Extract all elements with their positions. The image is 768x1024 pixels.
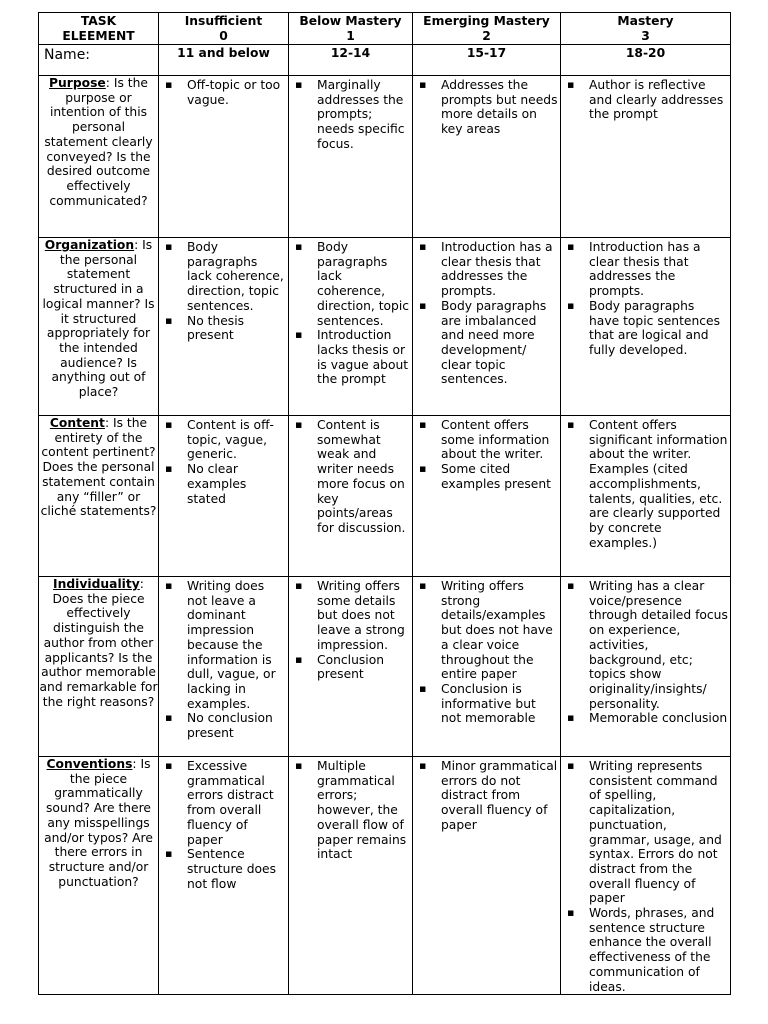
task-element-name: Organization [44, 238, 135, 252]
criteria-item: ▪ Content offers significant information about the writer. Examples (cited accomplishments, talents, qualities, etc. are clearly supported by concrete examples.) [589, 418, 728, 550]
criteria-list [289, 416, 412, 536]
criteria-item: ▪ Conclusion is informative but not memorable [441, 682, 558, 726]
task-element-question: : Is the piece grammatically sound? Are there any misspellings and/or typos? Are there errors in structure and/or punctuation? [44, 757, 153, 889]
level-label: Insufficient [184, 14, 263, 28]
criteria-item: ▪ Writing represents consistent command of spelling, capitalization, punctuation, grammar, usage, and syntax. Errors do not distract from the overall fluency of paper [589, 759, 728, 906]
level-header-emerging-mastery [413, 13, 561, 45]
task-element-label: TASK ELEEMENT [62, 14, 135, 43]
task-element-name: Individuality [53, 577, 140, 591]
criteria-list [413, 76, 560, 137]
rubric-body [39, 76, 731, 995]
task-element-name: Content [49, 416, 105, 430]
criteria-cell [561, 238, 731, 416]
criteria-list [561, 757, 730, 994]
name-field[interactable]: Name: [39, 45, 159, 76]
task-element-question: : Is the purpose or intention of this personal statement clearly conveyed? Is the desired outcome effectively communicated? [44, 76, 153, 208]
task-element-header [39, 13, 159, 45]
criteria-item: ▪ Off-topic or too vague. [187, 78, 286, 107]
criteria-item: ▪ Author is reflective and clearly addresses the prompt [589, 78, 728, 122]
criteria-list [289, 76, 412, 152]
criteria-item: ▪ Writing offers strong details/examples but does not have a clear voice throughout the entire paper [441, 579, 558, 682]
criteria-cell [413, 577, 561, 757]
level-header-below-mastery [289, 13, 413, 45]
criteria-list [159, 757, 288, 891]
criteria-item: ▪ Writing offers some details but does not leave a strong impression. [317, 579, 410, 653]
task-element-cell [39, 416, 159, 577]
criteria-cell [159, 76, 289, 238]
criteria-item: ▪ No clear examples stated [187, 462, 286, 506]
criteria-item: ▪ Writing has a clear voice/presence through detailed focus on experience, activities, background, etc; topics show originality/insights/ personality. [589, 579, 728, 711]
criteria-list [561, 76, 730, 122]
criteria-item: ▪ Content offers some information about the writer. [441, 418, 558, 462]
criteria-item: ▪ Body paragraphs lack coherence, direction, topic sentences. [317, 240, 410, 328]
score-range: 12-14 [289, 45, 413, 76]
rubric-table [38, 12, 731, 995]
criteria-cell [159, 416, 289, 577]
level-score: 2 [482, 28, 491, 43]
criteria-item: ▪ Some cited examples present [441, 462, 558, 491]
level-label: Below Mastery [299, 14, 402, 28]
header-row [39, 13, 731, 45]
criteria-cell [413, 757, 561, 995]
criteria-list [159, 238, 288, 343]
rubric-row-conventions [39, 757, 731, 995]
criteria-item: ▪ Introduction lacks thesis or is vague about the prompt [317, 328, 410, 387]
criteria-item: ▪ Writing does not leave a dominant impression because the information is dull, vague, or lacking in examples. [187, 579, 286, 711]
criteria-cell [289, 238, 413, 416]
task-element-cell [39, 76, 159, 238]
criteria-item: ▪ Conclusion present [317, 653, 410, 682]
criteria-cell [561, 416, 731, 577]
criteria-cell [159, 757, 289, 995]
criteria-item: ▪ Introduction has a clear thesis that addresses the prompts. [589, 240, 728, 299]
criteria-cell [561, 757, 731, 995]
criteria-list [289, 238, 412, 387]
criteria-item: ▪ No thesis present [187, 314, 286, 343]
criteria-item: ▪ Body paragraphs lack coherence, direction, topic sentences. [187, 240, 286, 314]
criteria-list [413, 238, 560, 387]
task-element-cell [39, 577, 159, 757]
criteria-list [159, 577, 288, 741]
task-element-cell [39, 757, 159, 995]
score-range: 11 and below [159, 45, 289, 76]
criteria-cell [413, 416, 561, 577]
criteria-item: ▪ Words, phrases, and sentence structure enhance the overall effectiveness of the communication of ideas. [589, 906, 728, 994]
criteria-item: ▪ Marginally addresses the prompts; needs specific focus. [317, 78, 410, 152]
criteria-cell [289, 757, 413, 995]
rubric-row-individuality [39, 577, 731, 757]
criteria-cell [159, 577, 289, 757]
criteria-list [561, 238, 730, 358]
rubric-row-purpose [39, 76, 731, 238]
level-score: 1 [346, 28, 355, 43]
criteria-item: ▪ Minor grammatical errors do not distract from overall fluency of paper [441, 759, 558, 833]
criteria-item: ▪ Sentence structure does not flow [187, 847, 286, 891]
task-element-name: Conventions [46, 757, 133, 771]
task-element-name: Purpose [49, 76, 106, 90]
criteria-cell [413, 238, 561, 416]
criteria-cell [289, 76, 413, 238]
criteria-item: ▪ No conclusion present [187, 711, 286, 740]
criteria-item: ▪ Body paragraphs have topic sentences that are logical and fully developed. [589, 299, 728, 358]
level-label: Mastery [617, 14, 674, 28]
task-element-question: : Is the entirety of the content pertinent? Does the personal statement contain any “filler” or cliché statements? [40, 416, 157, 519]
criteria-item: ▪ Content is off-topic, vague, generic. [187, 418, 286, 462]
task-element-cell [39, 238, 159, 416]
criteria-list [289, 757, 412, 862]
level-header-insufficient [159, 13, 289, 45]
level-label: Emerging Mastery [423, 14, 550, 28]
criteria-list [413, 416, 560, 492]
criteria-cell [289, 577, 413, 757]
criteria-cell [289, 416, 413, 577]
level-score: 0 [219, 28, 228, 43]
criteria-item: ▪ Multiple grammatical errors; however, the overall flow of paper remains intact [317, 759, 410, 862]
criteria-cell [561, 577, 731, 757]
criteria-item: ▪ Memorable conclusion [589, 711, 728, 726]
criteria-list [413, 757, 560, 833]
criteria-list [413, 577, 560, 726]
level-header-mastery [561, 13, 731, 45]
criteria-list [561, 416, 730, 550]
task-element-question: : Does the piece effectively distinguish the author from other applicants? Is the author memorable and remarkable for the right reasons? [39, 577, 158, 709]
rubric-row-content [39, 416, 731, 577]
task-element-question: : Is the personal statement structured in a logical manner? Is it structured appropriately for the intended audience? Is anything out of place? [42, 238, 155, 400]
score-range-row [39, 45, 731, 76]
criteria-list [561, 577, 730, 726]
criteria-item: ▪ Excessive grammatical errors distract from overall fluency of paper [187, 759, 286, 847]
score-range: 15-17 [413, 45, 561, 76]
criteria-cell [159, 238, 289, 416]
criteria-list [289, 577, 412, 682]
criteria-item: ▪ Introduction has a clear thesis that addresses the prompts. [441, 240, 558, 299]
criteria-cell [561, 76, 731, 238]
rubric-row-organization [39, 238, 731, 416]
criteria-cell [413, 76, 561, 238]
criteria-list [159, 76, 288, 107]
criteria-item: ▪ Content is somewhat weak and writer needs more focus on key points/areas for discussion. [317, 418, 410, 536]
criteria-item: ▪ Addresses the prompts but needs more details on key areas [441, 78, 558, 137]
criteria-item: ▪ Body paragraphs are imbalanced and need more development/ clear topic sentences. [441, 299, 558, 387]
level-score: 3 [641, 28, 650, 43]
criteria-list [159, 416, 288, 506]
score-range: 18-20 [561, 45, 731, 76]
